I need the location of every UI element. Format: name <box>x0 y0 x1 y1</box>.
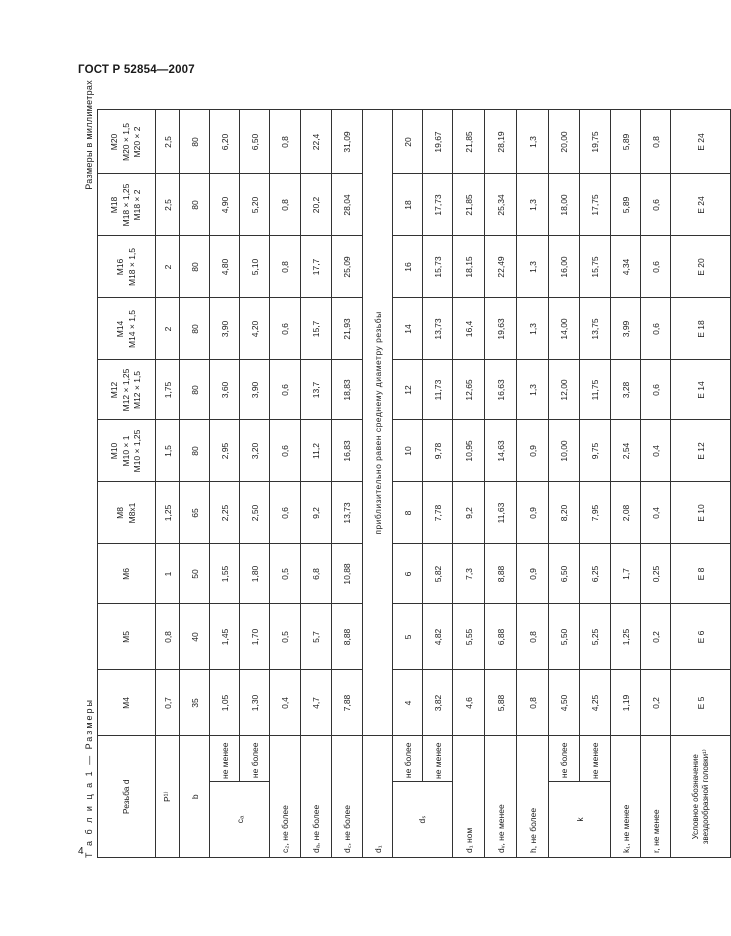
thread-designation: M12 × 1,25 <box>120 368 131 412</box>
table-cell: 0,9 <box>517 544 549 604</box>
table-row <box>423 110 453 858</box>
thread-designation: M18 × 2 <box>132 189 143 221</box>
table-row <box>332 110 363 858</box>
table-row <box>517 110 549 858</box>
table-cell: 7,95 <box>580 482 611 544</box>
table-cell: 14 <box>393 298 423 360</box>
table-row <box>641 110 671 858</box>
table-cell: 17,7 <box>301 236 332 298</box>
table-cell: 6 <box>393 544 423 604</box>
thread-designation: M14 <box>115 320 126 338</box>
table-cell: 0,6 <box>270 360 301 420</box>
table-row <box>580 110 611 858</box>
table-cell: 1,7 <box>611 544 641 604</box>
row-sublabel: не более <box>549 736 580 782</box>
table-cell: 4,25 <box>580 670 611 736</box>
table-cell: 31,09 <box>332 110 363 174</box>
table-header-row <box>98 110 156 858</box>
table-cell: 18,83 <box>332 360 363 420</box>
table-cell: 14,00 <box>549 298 580 360</box>
table-cell: 5,88 <box>485 670 517 736</box>
table-cell: 8,88 <box>485 544 517 604</box>
table-cell: 28,04 <box>332 174 363 236</box>
table-cell: 1,70 <box>240 604 270 670</box>
table-cell: 16,83 <box>332 420 363 482</box>
table-cell: 0,6 <box>641 360 671 420</box>
row-label: d₁ <box>363 736 393 858</box>
table-cell: 80 <box>180 298 210 360</box>
thread-designation: M5 <box>120 631 131 643</box>
table-cell: 1,30 <box>240 670 270 736</box>
table-cell: 0,6 <box>270 482 301 544</box>
table-cell: 8,20 <box>549 482 580 544</box>
table-cell: 9,2 <box>301 482 332 544</box>
table-cell: 1,5 <box>156 420 180 482</box>
table-cell: 21,93 <box>332 298 363 360</box>
table-cell: 13,75 <box>580 298 611 360</box>
table-row <box>301 110 332 858</box>
table-cell: 25,34 <box>485 174 517 236</box>
table-cell: 18,00 <box>549 174 580 236</box>
table-cell: 4,90 <box>210 174 240 236</box>
table-cell: 0,8 <box>517 604 549 670</box>
table-cell: E 8 <box>671 544 731 604</box>
table-row <box>270 110 301 858</box>
row-label: k <box>549 782 611 858</box>
table-cell: 1,3 <box>517 236 549 298</box>
table-cell: 17,75 <box>580 174 611 236</box>
table-cell: 5,89 <box>611 174 641 236</box>
table-cell: 1,3 <box>517 360 549 420</box>
table-cell: 6,25 <box>580 544 611 604</box>
table-cell: 11,75 <box>580 360 611 420</box>
row-sublabel: не менее <box>210 736 240 782</box>
table-cell: 20 <box>393 110 423 174</box>
header-thread-size <box>98 236 156 298</box>
header-thread-size <box>98 604 156 670</box>
table-cell: 2,5 <box>156 110 180 174</box>
header-thread-size <box>98 174 156 236</box>
table-cell: E 10 <box>671 482 731 544</box>
table-cell: 0,6 <box>270 298 301 360</box>
table-cell: 4 <box>393 670 423 736</box>
table-cell: 3,28 <box>611 360 641 420</box>
row-label: dᵥ, не менее <box>485 736 517 858</box>
table-cell: 3,99 <box>611 298 641 360</box>
table-cell: 80 <box>180 110 210 174</box>
table-cell: 1,25 <box>156 482 180 544</box>
table-cell: 0,8 <box>270 110 301 174</box>
table-row <box>671 110 731 858</box>
table-cell: 21,85 <box>453 174 485 236</box>
table-cell: 1,55 <box>210 544 240 604</box>
table-cell: 6,8 <box>301 544 332 604</box>
table-cell: 5,55 <box>453 604 485 670</box>
table-cell: 4,34 <box>611 236 641 298</box>
table-cell: E 18 <box>671 298 731 360</box>
table-cell: 3,82 <box>423 670 453 736</box>
thread-designation: M16 <box>115 258 126 276</box>
thread-designation: M20 <box>109 133 120 151</box>
page-number: 4 <box>78 846 84 857</box>
table-cell: 3,90 <box>210 298 240 360</box>
header-thread-label: Резьба d <box>98 736 156 858</box>
table-cell: 1,3 <box>517 174 549 236</box>
table-cell: 0,9 <box>517 420 549 482</box>
table-cell: 19,63 <box>485 298 517 360</box>
table-cell: 20,2 <box>301 174 332 236</box>
row-label: b <box>180 736 210 858</box>
table-cell: 18,15 <box>453 236 485 298</box>
header-thread-size <box>98 110 156 174</box>
table-cell: 15,7 <box>301 298 332 360</box>
rotated-table-area <box>84 80 710 858</box>
table-cell: 28,19 <box>485 110 517 174</box>
thread-designation: M20 × 1,5 <box>120 122 131 162</box>
table-cell: 7,3 <box>453 544 485 604</box>
table-cell: 2,54 <box>611 420 641 482</box>
table-cell: 80 <box>180 360 210 420</box>
table-cell: 11,63 <box>485 482 517 544</box>
table-cell: 80 <box>180 236 210 298</box>
table-cell: 6,50 <box>240 110 270 174</box>
table-cell: 0,5 <box>270 544 301 604</box>
table-cell: 0,4 <box>270 670 301 736</box>
table-cell: E 5 <box>671 670 731 736</box>
row-label: d₁ ном <box>453 736 485 858</box>
table-row <box>453 110 485 858</box>
table-row <box>240 110 270 858</box>
table-cell: E 6 <box>671 604 731 670</box>
thread-designation: M10 <box>109 442 120 460</box>
row-label: h, не более <box>517 736 549 858</box>
table-caption: Т а б л и ц а 1 — Размеры <box>84 697 94 858</box>
row-label: cₐ <box>210 782 270 858</box>
table-cell: 0,6 <box>641 298 671 360</box>
table-cell: 7,88 <box>332 670 363 736</box>
row-label: d꜀, не более <box>332 736 363 858</box>
thread-designation: M20 × 2 <box>132 126 143 158</box>
thread-designation: M12 <box>109 381 120 399</box>
table-cell: 5,89 <box>611 110 641 174</box>
table-cell: 12 <box>393 360 423 420</box>
table-row <box>549 110 580 858</box>
table-cell: E 20 <box>671 236 731 298</box>
table-cell: 1,3 <box>517 298 549 360</box>
table-cell: 0,8 <box>641 110 671 174</box>
row-label: k₁, не менее <box>611 736 641 858</box>
row-label: P¹⁾ <box>156 736 180 858</box>
row-sublabel: не более <box>393 736 423 782</box>
header-thread-size <box>98 298 156 360</box>
table-cell: 0,25 <box>641 544 671 604</box>
row-label: r, не менее <box>641 736 671 858</box>
table-cell: 0,2 <box>641 604 671 670</box>
table-cell: 4,20 <box>240 298 270 360</box>
table-cell: 10,00 <box>549 420 580 482</box>
table-cell: 20,00 <box>549 110 580 174</box>
table-cell: 12,65 <box>453 360 485 420</box>
table-cell: 4,50 <box>549 670 580 736</box>
thread-designation: M12 × 1,5 <box>132 370 143 410</box>
table-cell: 13,73 <box>332 482 363 544</box>
dimensions-table <box>97 109 731 858</box>
thread-designation: M18 <box>109 196 120 214</box>
thread-designation: M8 <box>115 507 126 519</box>
table-cell: E 24 <box>671 174 731 236</box>
table-cell: E 12 <box>671 420 731 482</box>
header-thread-size <box>98 360 156 420</box>
thread-designation: M10 × 1,25 <box>132 429 143 473</box>
table-cell: 19,67 <box>423 110 453 174</box>
table-cell: 40 <box>180 604 210 670</box>
table-cell: 80 <box>180 174 210 236</box>
units-note: Размеры в миллиметрах <box>84 80 94 190</box>
table-cell: 2,25 <box>210 482 240 544</box>
table-cell: 1,3 <box>517 110 549 174</box>
table-cell: 4,80 <box>210 236 240 298</box>
table-cell: 6,20 <box>210 110 240 174</box>
table-cell: 1,05 <box>210 670 240 736</box>
table-cell: 3,60 <box>210 360 240 420</box>
row-label: dₐ, не более <box>301 736 332 858</box>
table-cell: 2 <box>156 236 180 298</box>
table-cell: 16,00 <box>549 236 580 298</box>
thread-designation: M14 × 1,5 <box>126 309 137 349</box>
table-cell: 5,20 <box>240 174 270 236</box>
table-cell: 16 <box>393 236 423 298</box>
table-cell: 0,6 <box>641 236 671 298</box>
d1-note: приблизительно равен среднему диаметру резьбы <box>363 110 393 736</box>
row-label: dₛ <box>393 782 453 858</box>
table-cell: 10,88 <box>332 544 363 604</box>
table-cell: 65 <box>180 482 210 544</box>
table-cell: E 14 <box>671 360 731 420</box>
header-thread-size <box>98 482 156 544</box>
table-cell: 13,73 <box>423 298 453 360</box>
table-row <box>363 110 393 858</box>
table-cell: 5,25 <box>580 604 611 670</box>
table-cell: 3,20 <box>240 420 270 482</box>
table-cell: 2 <box>156 298 180 360</box>
table-cell: 8 <box>393 482 423 544</box>
table-cell: 12,00 <box>549 360 580 420</box>
table-row <box>180 110 210 858</box>
table-cell: 80 <box>180 420 210 482</box>
table-cell: 5,10 <box>240 236 270 298</box>
table-cell: 2,50 <box>240 482 270 544</box>
table-cell: 22,49 <box>485 236 517 298</box>
table-cell: 7,78 <box>423 482 453 544</box>
table-cell: 10 <box>393 420 423 482</box>
table-cell: 8,88 <box>332 604 363 670</box>
table-cell: 0,8 <box>270 236 301 298</box>
table-cell: 0,4 <box>641 420 671 482</box>
table-cell: 0,6 <box>270 420 301 482</box>
table-cell: 5,82 <box>423 544 453 604</box>
table-cell: 14,63 <box>485 420 517 482</box>
table-cell: 22,4 <box>301 110 332 174</box>
table-row <box>485 110 517 858</box>
table-cell: 35 <box>180 670 210 736</box>
table-cell: 0,4 <box>641 482 671 544</box>
table-cell: 4,7 <box>301 670 332 736</box>
table-cell: 1,19 <box>611 670 641 736</box>
table-cell: 21,85 <box>453 110 485 174</box>
table-cell: 1,45 <box>210 604 240 670</box>
table-row <box>156 110 180 858</box>
document-header: ГОСТ Р 52854—2007 <box>78 64 195 76</box>
table-cell: 0,7 <box>156 670 180 736</box>
table-cell: 0,8 <box>517 670 549 736</box>
table-cell: 25,09 <box>332 236 363 298</box>
table-cell: 3,90 <box>240 360 270 420</box>
table-cell: 2,08 <box>611 482 641 544</box>
header-thread-size <box>98 420 156 482</box>
row-label: Условное обозначение звездообразной головки¹⁾ <box>671 736 731 858</box>
table-cell: 9,78 <box>423 420 453 482</box>
table-cell: 10,95 <box>453 420 485 482</box>
table-cell: 15,75 <box>580 236 611 298</box>
header-thread-size <box>98 544 156 604</box>
thread-designation: M4 <box>120 697 131 709</box>
table-cell: 15,73 <box>423 236 453 298</box>
table-cell: 11,73 <box>423 360 453 420</box>
table-cell: 5,7 <box>301 604 332 670</box>
header-thread-size <box>98 670 156 736</box>
row-sublabel: не менее <box>580 736 611 782</box>
table-row <box>393 110 423 858</box>
thread-designation: M10 × 1 <box>120 435 131 467</box>
table-cell: 5 <box>393 604 423 670</box>
table-cell: 6,88 <box>485 604 517 670</box>
table-cell: 16,63 <box>485 360 517 420</box>
table-cell: 50 <box>180 544 210 604</box>
table-row <box>611 110 641 858</box>
table-cell: 2,5 <box>156 174 180 236</box>
table-cell: 4,82 <box>423 604 453 670</box>
table-cell: 1 <box>156 544 180 604</box>
table-cell: 9,2 <box>453 482 485 544</box>
table-cell: 9,75 <box>580 420 611 482</box>
thread-designation: M18 × 1,25 <box>120 183 131 227</box>
thread-designation: M18 × 1,5 <box>126 247 137 287</box>
thread-designation: M8x1 <box>126 502 137 524</box>
table-cell: 0,9 <box>517 482 549 544</box>
table-cell: 0,8 <box>156 604 180 670</box>
table-cell: 5,50 <box>549 604 580 670</box>
table-cell: 17,73 <box>423 174 453 236</box>
table-cell: 0,8 <box>270 174 301 236</box>
table-row <box>210 110 240 858</box>
thread-designation: M6 <box>120 568 131 580</box>
table-cell: 0,5 <box>270 604 301 670</box>
table-cell: 2,95 <box>210 420 240 482</box>
table-cell: 16,4 <box>453 298 485 360</box>
table-cell: 18 <box>393 174 423 236</box>
table-cell: 1,25 <box>611 604 641 670</box>
table-cell: 4,6 <box>453 670 485 736</box>
table-cell: 13,7 <box>301 360 332 420</box>
table-cell: 11,2 <box>301 420 332 482</box>
row-sublabel: не более <box>240 736 270 782</box>
table-cell: 19,75 <box>580 110 611 174</box>
row-sublabel: не менее <box>423 736 453 782</box>
row-label: c₂, не более <box>270 736 301 858</box>
table-cell: 1,80 <box>240 544 270 604</box>
table-cell: 0,2 <box>641 670 671 736</box>
table-cell: 1,75 <box>156 360 180 420</box>
table-cell: 0,6 <box>641 174 671 236</box>
table-cell: E 24 <box>671 110 731 174</box>
table-cell: 6,50 <box>549 544 580 604</box>
